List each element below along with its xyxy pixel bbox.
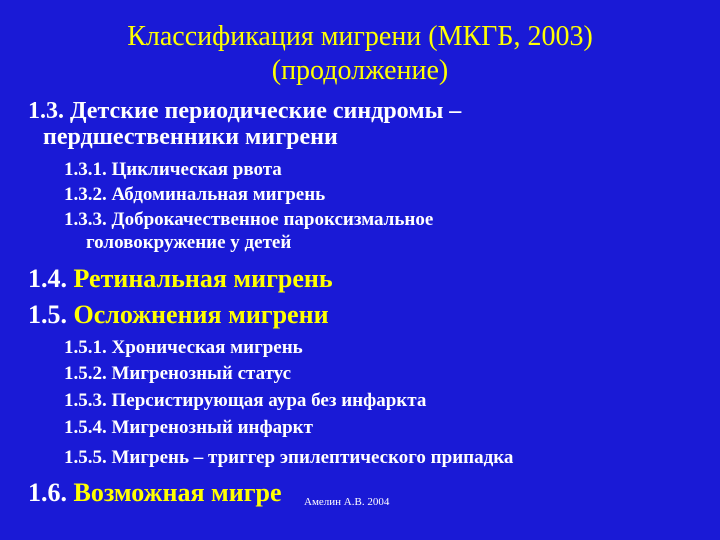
- section-1-4-number: 1.4.: [28, 264, 67, 293]
- section-1-6-text: Возможная мигре: [73, 478, 282, 507]
- section-1-5-item-3: 1.5.3. Персистирующая аура без инфаркта: [64, 390, 427, 411]
- section-1-6-heading: [28, 478, 282, 508]
- section-1-5-text: Осложнения мигрени: [73, 300, 329, 329]
- section-1-5-number: 1.5.: [28, 300, 67, 329]
- section-1-5-heading: [28, 300, 329, 330]
- section-1-4-text: Ретинальная мигрень: [73, 264, 333, 293]
- section-1-3-item-3-continuation: головокружение у детей: [86, 232, 292, 253]
- section-1-3-item-2: 1.3.2. Абдоминальная мигрень: [64, 184, 326, 205]
- section-1-3-number: 1.3.: [28, 98, 64, 124]
- section-1-3-text-line1: Детские периодические синдромы –: [70, 98, 462, 124]
- section-1-5-item-1: 1.5.1. Хроническая мигрень: [64, 337, 303, 358]
- section-1-4-heading: [28, 264, 333, 294]
- slide-title-line1: Классификация мигрени (МКГБ, 2003): [127, 21, 593, 52]
- slide-title-line2: (продолжение): [271, 55, 449, 86]
- section-1-6-number: 1.6.: [28, 478, 67, 507]
- author-caption: Амелин А.В. 2004: [304, 496, 390, 508]
- section-1-3-text-line2: пердшественники мигрени: [43, 124, 338, 150]
- section-1-3-item-1: 1.3.1. Циклическая рвота: [64, 159, 282, 180]
- section-1-5-item-5: 1.5.5. Мигрень – триггер эпилептического припадка: [64, 447, 514, 468]
- section-1-3-heading: [28, 98, 461, 124]
- section-1-3-item-3: 1.3.3. Доброкачественное пароксизмальное: [64, 209, 434, 230]
- slide-title: [0, 20, 720, 88]
- section-1-5-item-4: 1.5.4. Мигренозный инфаркт: [64, 417, 313, 438]
- section-1-5-item-2: 1.5.2. Мигренозный статус: [64, 363, 292, 384]
